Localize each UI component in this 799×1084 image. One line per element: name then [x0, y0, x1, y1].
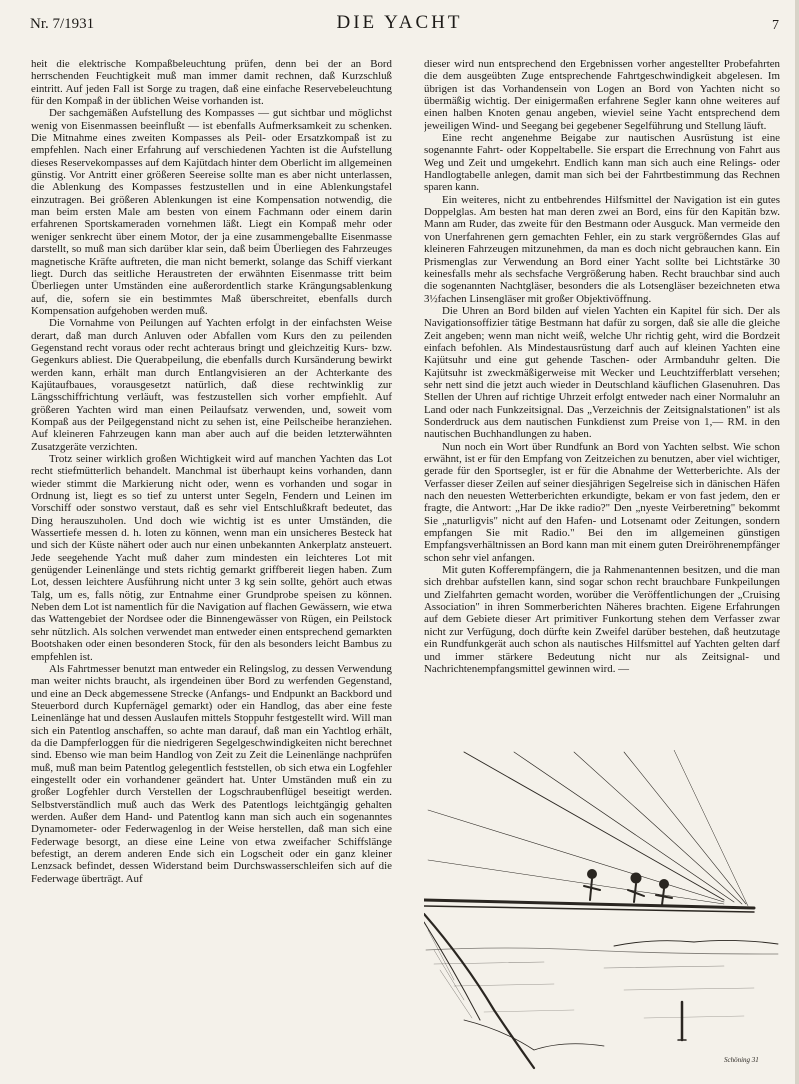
paragraph: Die Uhren an Bord bilden auf vielen Yachten ein Kapitel für sich. Der als Navigationsoffizier tätige Bestmann hat dafür zu sorgen, daß sie alle die gleiche Zeit angeben; wenn man nicht weiß, welche Uhr richtig geht, wird die Bordzeit einfach befohlen. Als Mindestausrüstung darf auch auf kleinen Yachten eine Kajütsuhr und eine gut gehende Taschen- oder Armbanduhr gelten. Die Kajütsuhr ist zweckmäßigerweise mit Wecker und Leuchtzifferblatt versehen; sehr nett sind die jetzt auch wieder in Deutschland käuflichen Glasenuhren. Das Stellen der Uhren auf richtige Uhrzeit erfolgt entweder nach einer Normaluhr an Land oder nach Funkzeitsignal. Das „Verzeichnis der Zeitsignalstationen" ist als Sonderdruck aus dem nautischen Funkdienst zum Preise von 1,— RM. in den nautischen Buchhandlungen zu haben. [424, 304, 780, 441]
left-text-column [31, 58, 392, 1078]
paragraph: heit die elektrische Kompaßbeleuchtung prüfen, denn bei der an Bord herrschenden Feuchtigkeit muß man immer damit rechnen, daß Kurzschluß eintritt. Auf jeden Fall ist Sorge zu tragen, daß eine einfache Reservebeleuchtung für den Kompaß in der üblichen Weise vorhanden ist. [31, 58, 392, 108]
paragraph: Mit guten Kofferempfängern, die ja Rahmenantennen besitzen, und die man sich drehbar aufstellen kann, sind sogar schon recht brauchbare Funkpeilungen und Zielfahrten gemacht worden, worüber die Veröffentlichungen der „Cruising Association" in ihren Sommerberichten Näheres brachten. Eigene Erfahrungen auf dem Gebiete dieser Art primitiver Funkortung stehen dem Verfasser zwar nicht zur Verfügung, doch dürfte kein Zweifel darüber bestehen, daß heutzutage ein Rundfunkgerät auch schon als nautisches Hilfsmittel auf Yachten gelten darf und immer stärkere Bedeutung nicht nur als Zeitsignal- und Nachrichtenempfangsmittel gewinnen wird. — [424, 564, 780, 675]
paragraph: Eine recht angenehme Beigabe zur nautischen Ausrüstung ist eine sogenannte Fahrt- oder Koppeltabelle. Sie erspart die Errechnung von Fahrt aus Weg und Zeit und umgekehrt. Endlich kann man sich auch eine Relings- oder Handlogtabelle anlegen, damit man sich bei der Fahrtbestimmung das Rechnen sparen kann. [424, 132, 780, 194]
right-text-column [424, 58, 780, 740]
page-edge [795, 0, 799, 1084]
sailing-bowsprit-sketch [424, 750, 780, 1070]
page-number: 7 [772, 18, 779, 33]
magazine-title: DIE YACHT [336, 12, 463, 33]
paragraph: Nun noch ein Wort über Rundfunk an Bord von Yachten selbst. Wie schon erwähnt, ist er für den Empfang von Zeitzeichen zu benutzen, aber viel wichtiger, gerade für den Sportsegler, ist er für die Abnahme der Wetterberichte. Als der Verfasser dieser Zeilen auf seiner diesjährigen Segelreise sich in dänischen Häfen nach den neuesten Wetterberichten erkundigte, bekam er von fast jedem, den er fragte, die Antwort: „Har De ikke radio?" Den „nyeste Veirberetning" bekommt Sie „naturligvis" nicht auf den Hafen- und Lotsenamt oder Zeitungen, sondern empfangen Sie mit Radio." Bei den im allgemeinen günstigen Empfangsverhältnissen an Bord kann man mit einem guten Dreiröhrenempfänger schon sehr viel anfangen. [424, 440, 780, 564]
paragraph: Die Vornahme von Peilungen auf Yachten erfolgt in der einfachsten Weise derart, daß man durch Anluven oder Abfallen vom Kurs den zu peilenden Gegenstand recht voraus oder recht achteraus bringt und gleichzeitig Kurs- bzw. Gegenkurs abliest. Die Querabpeilung, die ebenfalls durch Kursänderung bewirkt werden kann, erhält man durch Entlangvisieren an der Achterkante des Kajütaufbaues, vorausgesetzt natürlich, daß diese rechtwinklig zur Längsschiffrichtung verläuft, was festzustellen sich vorher empfiehlt. Auf größeren Yachten wird man einen Peilaufsatz verwenden, und, soweit vom Kompaß aus der Peilgegenstand nicht zu sehen ist, eine Peilscheibe heranziehen. Auf kleineren Fahrzeugen kann man aber auch auf die beiden letzterwähnten Zusatzgeräte verzichten. [31, 317, 392, 453]
paragraph: Als Fahrtmesser benutzt man entweder ein Relingslog, zu dessen Verwendung man weiter nichts braucht, als irgendeinen über Bord zu werfenden Gegenstand, und eine an Deck abgemessene Strecke (Anfangs- und Endpunkt an Backbord und Steuerbord durch Kupfernägel gemarkt) oder ein Handlog, das aber eine feste Leinenlänge hat und dessen Auslaufen mittels Stoppuhr festgestellt wird. Will man sich ein Patentlog anschaffen, so achte man darauf, daß man ein Yachtlog erhält, da die Dampferloggen für die niedrigeren Segelgeschwindigkeiten nicht berechnet sind. Ebenso wie man beim Handlog von Zeit zu Zeit die Leinenlänge nachprüfen muß, muß man beim Patentlog gelegentlich feststellen, ob sich etwa ein Logfehler eingestellt oder ein vorhandener geändert hat. Unter Umständen muß ein zu großer Logfehler durch Verstellen der Logschraubenflügel beseitigt werden. Selbstverständlich muß auch das Werk des Patentlogs leichtgängig gehalten werden. Außer dem Hand- und Patentlog kann man sich auch ein sogenanntes Dynamometer- oder Federwagenlog in der Weise herstellen, daß man sich eine Federwage besorgt, an diese eine Leine von etwa zweifacher Schiffslänge befestigt, an derem anderen Ende sich ein Logscheit oder ein ganz kleiner Lenzsack befindet, dessen Widerstand beim Durchswasserschleifen sich auf die Federwage überträgt. Auf [31, 662, 392, 885]
paragraph: Trotz seiner wirklich großen Wichtigkeit wird auf manchen Yachten das Lot recht stiefmütterlich behandelt. Manchmal ist überhaupt keins vorhanden, dann wieder stimmt die Markierung nicht oder, wenn es vorhanden und sogar in Ordnung ist, liegt es so tief zu unterst unter Segeln, Fendern und Leinen im Vorschiff oder sonstwo verstaut, daß es sehr viel Entschlußkraft bedeutet, das Ding herauszuholen. Und doch wie wichtig ist es unter Umständen, die Wassertiefe messen d. h. loten zu können, wenn man ein unsicheres Besteck hat und sich der Küste nähert oder auch nur einen unbekannten Ankerplatz ansteuert. Jede seegehende Yacht muß daher zum mindesten ein leichteres Lot mit genügender Leinenlänge und stets richtig gemarkt griffbereit liegen haben. Zum Lot, dessen leichtere Ausführung nicht unter 3 kg sein sollte, gehört auch etwas Talg, um es, falls nötig, zur Entnahme einer Grundprobe speisen zu können. Neben dem Lot ist namentlich für die Navigation auf flachen Gewässern, wie etwa das Wattengebiet der Nordsee oder die Binnengewässer von Rügen, ein Peilstock sehr nützlich. Als solchen verwendet man entweder einen entsprechend gemarkten Bootshaken oder einen besonderen Stock, für den als besonders leicht Bambus zu empfehlen ist. [31, 453, 392, 663]
issue-number: Nr. 7/1931 [30, 16, 95, 32]
paragraph: Der sachgemäßen Aufstellung des Kompasses — gut sichtbar und möglichst wenig von Eisenmassen beeinflußt — ist ebenfalls Aufmerksamkeit zu schenken. Die Mitnahme eines zweiten Kompasses als Peil- oder Ersatzkompaß ist zu empfehlen. Nach einer Erfahrung auf verschiedenen Yachten ist die Aufstellung dieses Reservekompasses auf dem Kajütdach hinter dem Oberlicht im allgemeinen günstig. Vor Antritt einer größeren Seereise sollte man es aber nicht unterlassen, die Ablenkung des Kompasses festzustellen und in eine Ablenkungstafel einzutragen. Bei größeren Ablenkungen ist eine Kompensation notwendig, die man beim ersten Male am besten von einem Fachmann oder einem darin erfahrenen Sportskameraden vornehmen läßt. Liegt ein Kompaß mehr oder weniger senkrecht über einem Motor, der ja eine zusammengeballte Eisenmasse darstellt, so muß man sich darüber klar sein, daß beim Überliegen des Fahrzeuges magnetische Kräfte auftreten, die man nicht bemerkt, solange das Schiff vierkant liegt. Durch das seitliche Heraustreten der erwähnten Eisenmasse tritt beim Überliegen unter Umständen eine außerordentlich starke Krängungsablenkung auf, die, sofern sie ein bestimmtes Maß überschreitet, ebenfalls durch Kompensation aufgehoben werden muß. [31, 107, 392, 317]
paragraph: Ein weiteres, nicht zu entbehrendes Hilfsmittel der Navigation ist ein gutes Doppelglas. Am besten hat man deren zwei an Bord, eins für den Kapitän bzw. Mann am Ruder, das zweite für den Bestmann oder Ausguck. Man vermeide den von Unerfahrenen gern gemachten Fehler, ein zu stark vergrößerndes Glas auf kleineren Fahrzeugen mitzunehmen, da man es doch nicht gebrauchen kann. Ein Prismenglas zur Verwendung an Bord einer Yacht sollte bei Lichtstärke 30 keinesfalls mehr als sechsfache Vergrößerung haben. Recht brauchbar sind auch die sogenannten Nachtgläser, besonders die als Lotsengläser bezeichneten etwa 3½fachen Linsengläser mit großer Objektivöffnung. [424, 193, 780, 305]
paragraph: dieser wird nun entsprechend den Ergebnissen vorher angestellter Probefahrten die dem ausgeübten Zuge entsprechende Fahrtgeschwindigkeit abgelesen. Im übrigen ist das Vorhandensein von Logen an Bord von Yachten nicht so übermäßig wichtig. Der einigermaßen erfahrene Segler kann ohne weiteres auf einen halben Knoten genau angeben, wieviel seine Yacht entsprechend dem jeweiligen Wind- und Seegang bei gegebener Segelführung und Stellung läuft. [424, 58, 780, 132]
illustration-signature: Schöning 31 [724, 1056, 759, 1064]
